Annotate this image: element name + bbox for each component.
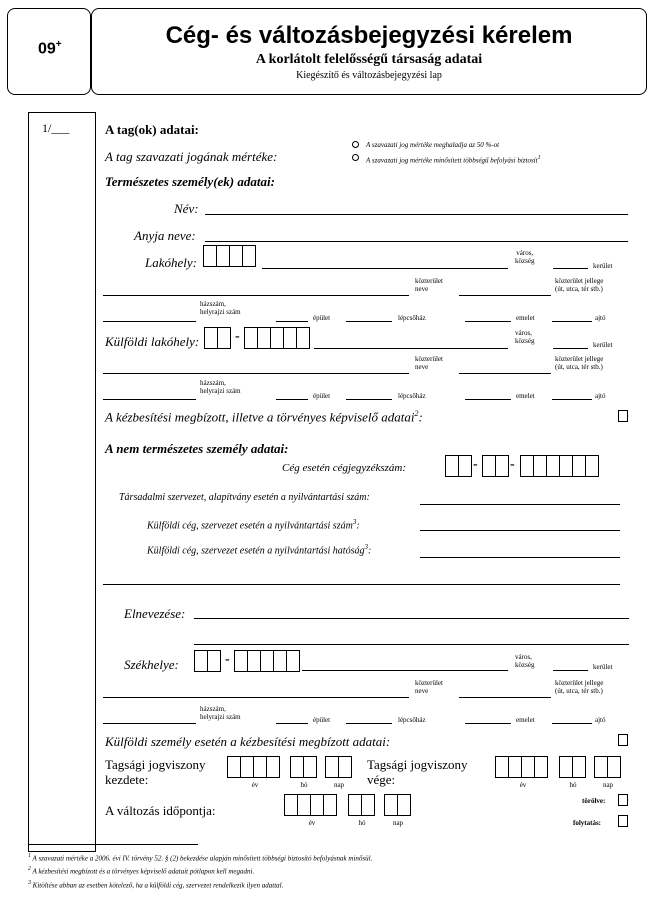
seat-country-code[interactable] (194, 650, 221, 672)
delivery-agent-checkbox[interactable] (618, 410, 628, 422)
deleted-checkbox[interactable] (618, 794, 628, 806)
dash: - (225, 652, 230, 667)
name-field[interactable] (205, 214, 628, 215)
continued-label: folytatás: (573, 819, 601, 827)
residence-building-field[interactable] (276, 321, 308, 322)
residence-door-field[interactable] (552, 321, 592, 322)
foreign-residence-city-label: város, község (515, 329, 535, 345)
section-title: A tag(ok) adatai: (105, 122, 199, 137)
deleted-label: törölve: (582, 797, 606, 805)
foreign-delivery-checkbox[interactable] (618, 734, 628, 746)
seat-staircase-field[interactable] (346, 723, 392, 724)
left-column-frame (28, 112, 96, 852)
residence-area-type-label: közterület jellege (út, utca, tér stb.) (555, 277, 604, 293)
membership-start-day[interactable] (325, 756, 352, 778)
foreign-residence-label: Külföldi lakóhely: (105, 334, 200, 349)
change-date-day-caption: nap (392, 819, 404, 827)
foreign-staircase-label: lépcsőház (398, 392, 426, 400)
residence-floor-label: emelet (516, 314, 535, 322)
foreign-residence-city-field[interactable] (314, 348, 508, 349)
seat-postcode[interactable] (234, 650, 300, 672)
foreign-area-type-label: közterület jellege (út, utca, tér stb.) (555, 355, 604, 371)
foreign-reg-label: Külföldi cég, szervezet esetén a nyilvántartási szám$^3$: (147, 518, 360, 532)
change-date-month[interactable] (348, 794, 375, 816)
foreign-auth-label: Külföldi cég, szervezet esetén a nyilvántartási hatóság$^3$: (147, 543, 372, 557)
foreign-building-field[interactable] (276, 399, 308, 400)
membership-end-month[interactable] (559, 756, 586, 778)
residence-door-label: ajtó (595, 314, 606, 322)
voting-option-qualified: A szavazati jog mértéke minősített többségű befolyási biztosít$^1$ (366, 155, 541, 165)
seat-area-name-label: közterület neve (415, 679, 443, 695)
seat-house-label: házszám, helyrajzi szám (200, 705, 241, 721)
footnote-separator (28, 844, 198, 845)
dash: - (473, 457, 478, 472)
reg-no-type[interactable] (482, 455, 509, 477)
residence-district-label: kerület (593, 262, 613, 270)
residence-area-name-field-a[interactable] (103, 295, 409, 296)
reg-no-serial[interactable] (520, 455, 599, 477)
entity-name-field-2[interactable] (194, 644, 629, 645)
voting-option-over50-radio[interactable] (352, 141, 359, 148)
residence-label: Lakóhely: (145, 255, 197, 270)
change-date-day[interactable] (384, 794, 411, 816)
reg-no-label: Cég esetén cégjegyzékszám: (282, 462, 407, 474)
seat-area-name-field-b[interactable] (459, 697, 551, 698)
foreign-floor-label: emelet (516, 392, 535, 400)
foreign-auth-field-2[interactable] (103, 584, 620, 585)
footnote-2: $^2$ A kézbesítési megbízott és a törvényes képviselő adatait pótlapon kell megadni. (28, 866, 255, 876)
membership-end-year-caption: év (519, 781, 527, 789)
foreign-building-label: épület (313, 392, 331, 400)
change-date-label: A változás időpontja: (105, 803, 216, 818)
residence-area-name-label: közterület neve (415, 277, 443, 293)
page-title: Cég- és változásbejegyzési kérelem (165, 22, 573, 49)
membership-start-month[interactable] (290, 756, 317, 778)
footnote-3: $^3$ Kitöltése abban az esetben kötelező, ha a külföldi cég, szervezet rendelkezik ilyen adattal. (28, 880, 284, 890)
page-subtitle: A korlátolt felelősségű társaság adatai (255, 52, 483, 67)
delivery-agent-label: A kézbesítési megbízott, illetve a törvényes képviselő adatai$^2$: (105, 409, 423, 425)
residence-floor-field[interactable] (465, 321, 511, 322)
membership-end-label: Tagsági jogviszony vége: (367, 757, 468, 787)
seat-city-field[interactable] (302, 670, 508, 671)
foreign-reg-field[interactable] (420, 530, 620, 531)
page-counter: 1/___ (42, 121, 70, 135)
residence-staircase-label: lépcsőház (398, 314, 426, 322)
dash: - (510, 457, 515, 472)
seat-staircase-label: lépcsőház (398, 716, 426, 724)
membership-end-year[interactable] (495, 756, 548, 778)
membership-end-day[interactable] (594, 756, 621, 778)
foreign-staircase-field[interactable] (346, 399, 392, 400)
continued-checkbox[interactable] (618, 815, 628, 827)
footnote-1: $^1$ A szavazati mértéke a 2006. évi IV. törvény 52. § (2) bekezdése alapján minősített többségi biztosító befolyásnak minősül. (28, 853, 373, 863)
name-label: Név: (174, 201, 199, 216)
foreign-area-name-field-b[interactable] (459, 373, 551, 374)
seat-label: Székhelye: (124, 657, 179, 672)
residence-staircase-field[interactable] (346, 321, 392, 322)
foreign-house-label: házszám, helyrajzi szám (200, 379, 241, 395)
residence-city-field[interactable] (262, 268, 508, 269)
membership-start-month-caption: hó (300, 781, 308, 789)
seat-floor-field[interactable] (465, 723, 511, 724)
page-subtitle-2: Kiegészítő és változásbejegyzési lap (296, 70, 442, 81)
change-date-year[interactable] (284, 794, 337, 816)
foreign-door-label: ajtó (595, 392, 606, 400)
seat-area-name-field-a[interactable] (103, 697, 409, 698)
seat-door-label: ajtó (595, 716, 606, 724)
foreign-auth-field[interactable] (420, 557, 620, 558)
foreign-delivery-label: Külföldi személy esetén a kézbesítési megbízott adatai: (105, 734, 391, 749)
foreign-residence-district-label: kerület (593, 341, 613, 349)
form-code: 09+ (38, 39, 62, 58)
seat-building-field[interactable] (276, 723, 308, 724)
ngo-reg-label: Társadalmi szervezet, alapítvány esetén a nyilvántartási szám: (119, 492, 370, 503)
foreign-door-field[interactable] (552, 399, 592, 400)
ngo-reg-field[interactable] (420, 504, 620, 505)
voting-label: A tag szavazati jogának mértéke: (105, 149, 278, 164)
seat-door-field[interactable] (552, 723, 592, 724)
foreign-floor-field[interactable] (465, 399, 511, 400)
residence-district-field[interactable] (553, 268, 588, 269)
seat-area-type-label: közterület jellege (út, utca, tér stb.) (555, 679, 604, 695)
residence-house-label: házszám, helyrajzi szám (200, 300, 241, 316)
foreign-residence-postcode[interactable] (244, 327, 310, 349)
voting-option-qualified-radio[interactable] (352, 154, 359, 161)
change-date-month-caption: hó (358, 819, 366, 827)
seat-district-field[interactable] (553, 670, 588, 671)
natural-person-title: Természetes személy(ek) adatai: (105, 174, 275, 189)
membership-end-day-caption: nap (602, 781, 614, 789)
entity-name-field[interactable] (194, 618, 629, 619)
entity-name-label: Elnevezése: (124, 606, 186, 621)
seat-house-field[interactable] (103, 723, 196, 724)
residence-postcode[interactable] (203, 245, 256, 267)
membership-start-year[interactable] (227, 756, 280, 778)
foreign-house-field[interactable] (103, 399, 196, 400)
membership-start-year-caption: év (251, 781, 259, 789)
voting-option-over50: A szavazati jog mértéke meghaladja az 50 %-ot (366, 141, 500, 149)
mother-name-label: Anyja neve: (134, 228, 196, 243)
reg-no-court[interactable] (445, 455, 472, 477)
mother-name-field[interactable] (205, 241, 628, 242)
foreign-residence-country-code[interactable] (204, 327, 231, 349)
membership-start-label: Tagsági jogviszony kezdete: (105, 757, 206, 787)
residence-house-field[interactable] (103, 321, 196, 322)
seat-building-label: épület (313, 716, 331, 724)
residence-building-label: épület (313, 314, 331, 322)
seat-floor-label: emelet (516, 716, 535, 724)
residence-city-label: város, község (515, 249, 535, 265)
non-natural-title: A nem természetes személy adatai: (105, 441, 289, 456)
seat-district-label: kerület (593, 663, 613, 671)
foreign-area-name-label: közterület neve (415, 355, 443, 371)
residence-area-name-field-b[interactable] (459, 295, 551, 296)
seat-city-label: város, község (515, 653, 535, 669)
membership-start-day-caption: nap (333, 781, 345, 789)
change-date-year-caption: év (308, 819, 316, 827)
foreign-area-name-field-a[interactable] (103, 373, 409, 374)
dash: - (235, 329, 240, 344)
foreign-residence-district-field[interactable] (553, 348, 588, 349)
membership-end-month-caption: hó (569, 781, 577, 789)
